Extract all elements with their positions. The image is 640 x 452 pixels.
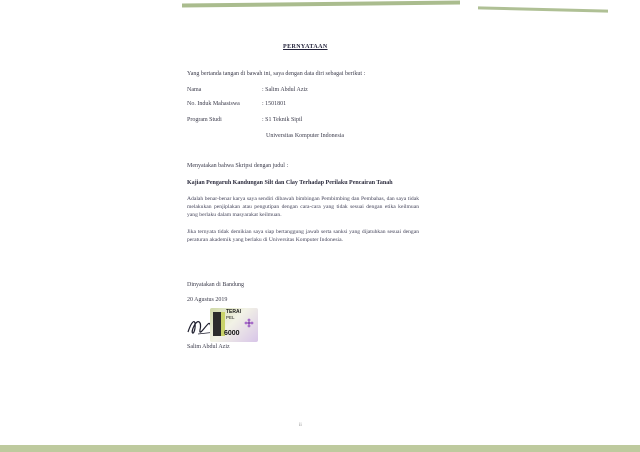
paragraph-2: Jika ternyata tidak demikian saya siap bertanggung jawab serta sanksi yang dijatuhkan sesuai dengan peraturan akademik yang berlaku di Universitas Komputer Indonesia. bbox=[187, 229, 419, 243]
field-value-nim: : 1501801 bbox=[262, 101, 287, 107]
stamp-text-2: PEL bbox=[226, 315, 235, 320]
field-value-university: Universitas Komputer Indonesia bbox=[266, 133, 344, 139]
field-label-nim: No. Induk Mahasiswa bbox=[187, 101, 240, 107]
page-edge-top bbox=[182, 1, 460, 8]
stamp-flag-icon bbox=[213, 312, 221, 336]
document-title: PERNYATAAN bbox=[283, 44, 328, 50]
stamp-text-1: TERAI bbox=[226, 309, 241, 315]
signer-name: Salim Abdul Aziz bbox=[187, 344, 230, 350]
page-number: ii bbox=[299, 423, 302, 428]
statement-intro: Menyatakan bahwa Skripsi dengan judul : bbox=[187, 163, 289, 169]
field-label-program: Program Studi bbox=[187, 117, 222, 123]
revenue-stamp bbox=[210, 308, 258, 342]
field-label-nama: Nama bbox=[187, 87, 202, 93]
page-edge-top-right bbox=[478, 6, 608, 12]
paragraph-1: Adalah benar-benar karya saya sendiri dibawah bimbingan Pembimbing dan Pembahas, dan saya tidak melakukan penjiplakan atau pengutipan dengan cara-cara yang tidak sesuai dengan etika keilmuan yang berlaku dalam masyarakat keilmuan. bbox=[187, 196, 419, 218]
field-value-nama: : Salim Abdul Aziz bbox=[262, 87, 308, 93]
thesis-title: Kajian Pengaruh Kandungan Silt dan Clay Terhadap Perilaku Pencairan Tanah bbox=[187, 180, 393, 186]
stamp-amount: 6000 bbox=[224, 330, 240, 337]
date-text: 20 Agustus 2019 bbox=[187, 297, 228, 303]
page-edge-bottom bbox=[0, 445, 640, 452]
intro-text: Yang bertanda tangan di bawah ini, saya dengan data diri sebagai berikut : bbox=[187, 71, 366, 77]
stamp-emblem-icon bbox=[244, 318, 254, 328]
field-value-program: : S1 Teknik Sipil bbox=[262, 117, 303, 123]
place-text: Dinyatakan di Bandung bbox=[187, 282, 244, 288]
